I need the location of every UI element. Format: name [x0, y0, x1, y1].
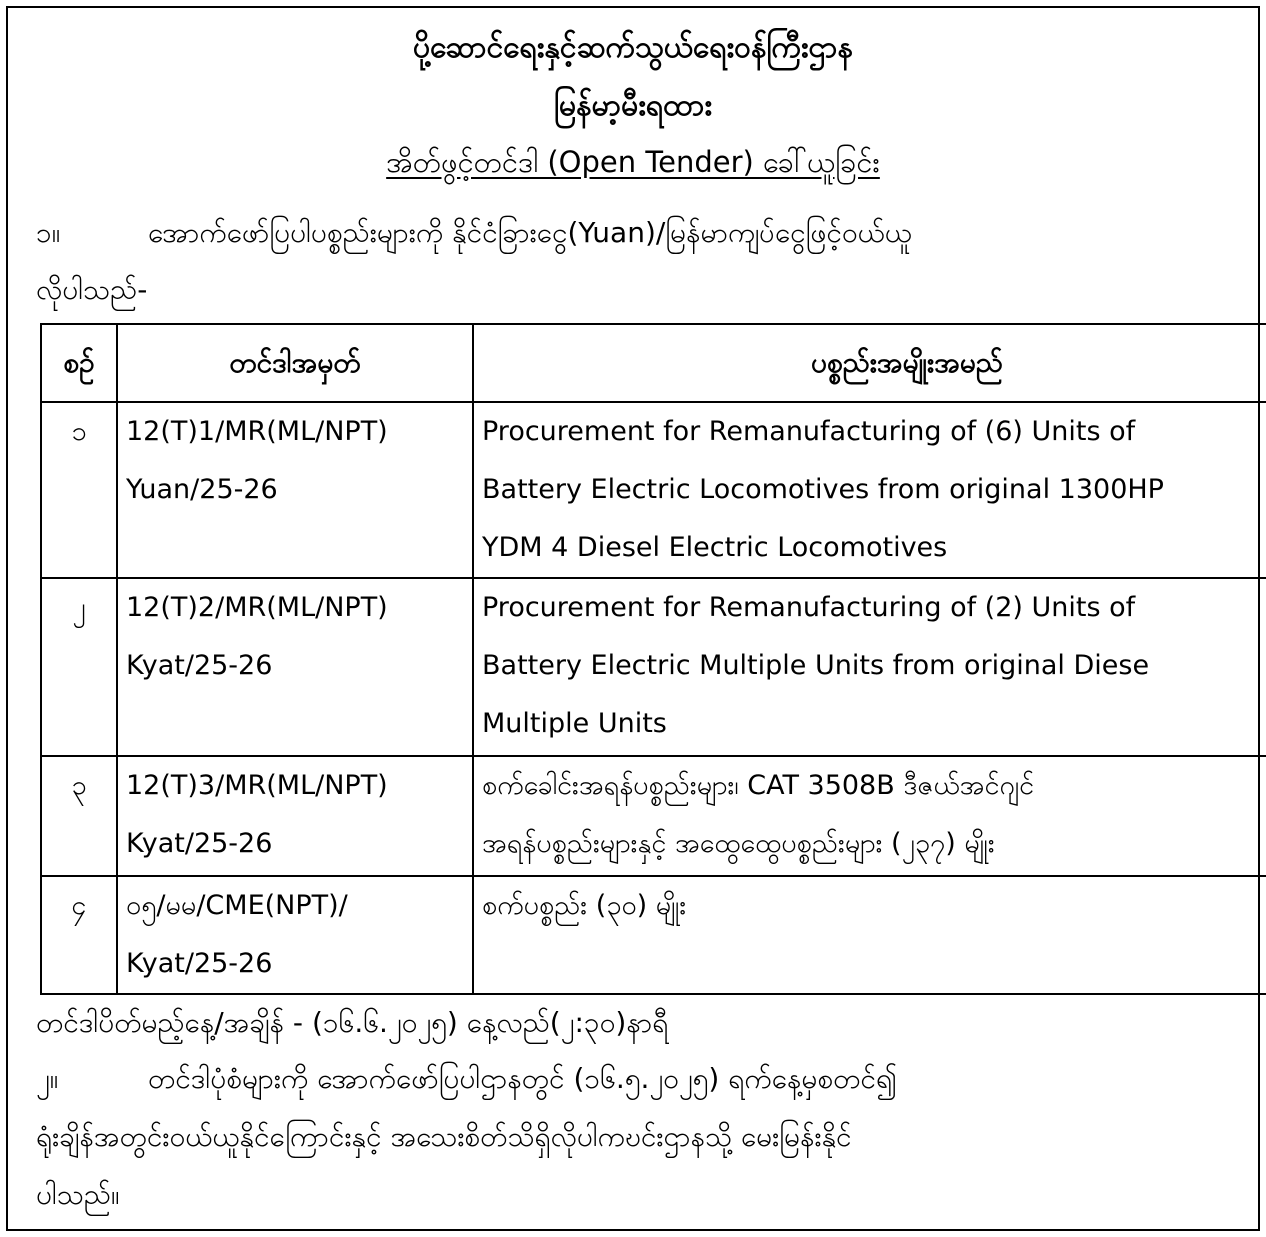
tender-table: [40, 323, 1266, 995]
row-serial: ၁: [71, 416, 87, 447]
row-tender-no-line: Yuan/25-26: [126, 474, 278, 505]
closing-date-line: တင်ဒါပိတ်မည့်နေ့/အချိန် - (၁၆.၆.၂၀၂၅) နေ့လည်(၂:၃၀)နာရီ: [36, 1006, 669, 1039]
row-item-line: YDM 4 Diesel Electric Locomotives: [482, 532, 948, 563]
row-item-line: Procurement for Remanufacturing of (6) Units of: [482, 416, 1136, 447]
table-row: [41, 578, 1266, 756]
row-item-line: အရန်ပစ္စည်းများနှင့် အထွေထွေပစ္စည်းများ (၂၃၇) မျိုး: [482, 828, 995, 859]
row-item-line: Battery Electric Multiple Units from original Diese: [482, 650, 1150, 681]
para1-line1: အောက်ဖော်ပြပါပစ္စည်းများကို နိုင်ငံခြားငွေ(Yuan)/မြန်မာကျပ်ငွေဖြင့်ဝယ်ယူ: [148, 216, 912, 249]
row-item-line: စက်ခေါင်းအရန်ပစ္စည်းများ၊ CAT 3508B ဒီဇယ်အင်ဂျင်: [482, 770, 1035, 801]
department-title: မြန်မာ့မီးရထား: [553, 88, 713, 123]
row-item-line: Battery Electric Locomotives from original 1300HP: [482, 474, 1164, 505]
para1-number: ၁။: [36, 216, 61, 249]
header-item-name: ပစ္စည်းအမျိုးအမည်: [473, 324, 1266, 402]
row-serial: ၄: [71, 890, 87, 921]
row-item-line: Procurement for Remanufacturing of (2) Units of: [482, 592, 1136, 623]
table-row: [41, 876, 1266, 994]
row-tender-no-line: 12(T)3/MR(ML/NPT): [126, 770, 388, 801]
ministry-title: ပို့ဆောင်ရေးနှင့်ဆက်သွယ်ရေးဝန်ကြီးဌာန: [413, 30, 853, 65]
row-serial: ၂: [72, 592, 86, 623]
row-tender-no-line: 12(T)2/MR(ML/NPT): [126, 592, 388, 623]
table-row: [41, 402, 1266, 578]
row-item-line: Multiple Units: [482, 708, 667, 739]
notice-title: အိတ်ဖွင့်တင်ဒါ (Open Tender) ခေါ်ယူခြင်း: [386, 145, 880, 179]
row-tender-no-line: Kyat/25-26: [126, 828, 273, 859]
para1-line2: လိုပါသည်-: [36, 273, 148, 306]
row-serial: ၃: [71, 770, 87, 801]
para2-line1: တင်ဒါပုံစံများကို အောက်ဖော်ပြပါဌာနတွင် (၁၆.၅.၂၀၂၅) ရက်နေ့မှစတင်၍: [148, 1062, 897, 1095]
row-item-line: စက်ပစ္စည်း (၃၀) မျိုး: [473, 876, 1266, 994]
para2-number: ၂။: [36, 1062, 59, 1095]
para2-line2: ရုံးချိန်အတွင်းဝယ်ယူနိုင်ကြောင်းနှင့် အသေးစိတ်သိရှိလိုပါကဎင်းဌာနသို့ မေးမြန်းနိုင်: [36, 1120, 852, 1153]
row-tender-no-line: Kyat/25-26: [126, 650, 273, 681]
table-header-row: [41, 324, 1266, 402]
para2-line3: ပါသည်။: [36, 1178, 120, 1211]
row-tender-no-line: Kyat/25-26: [126, 948, 273, 979]
row-tender-no-line: ၀၅/မမ/CME(NPT)/: [126, 890, 348, 921]
header-tender-no: တင်ဒါအမှတ်: [117, 324, 473, 402]
header-serial: စဉ်: [41, 324, 117, 402]
row-tender-no-line: 12(T)1/MR(ML/NPT): [126, 416, 388, 447]
table-row: [41, 756, 1266, 876]
